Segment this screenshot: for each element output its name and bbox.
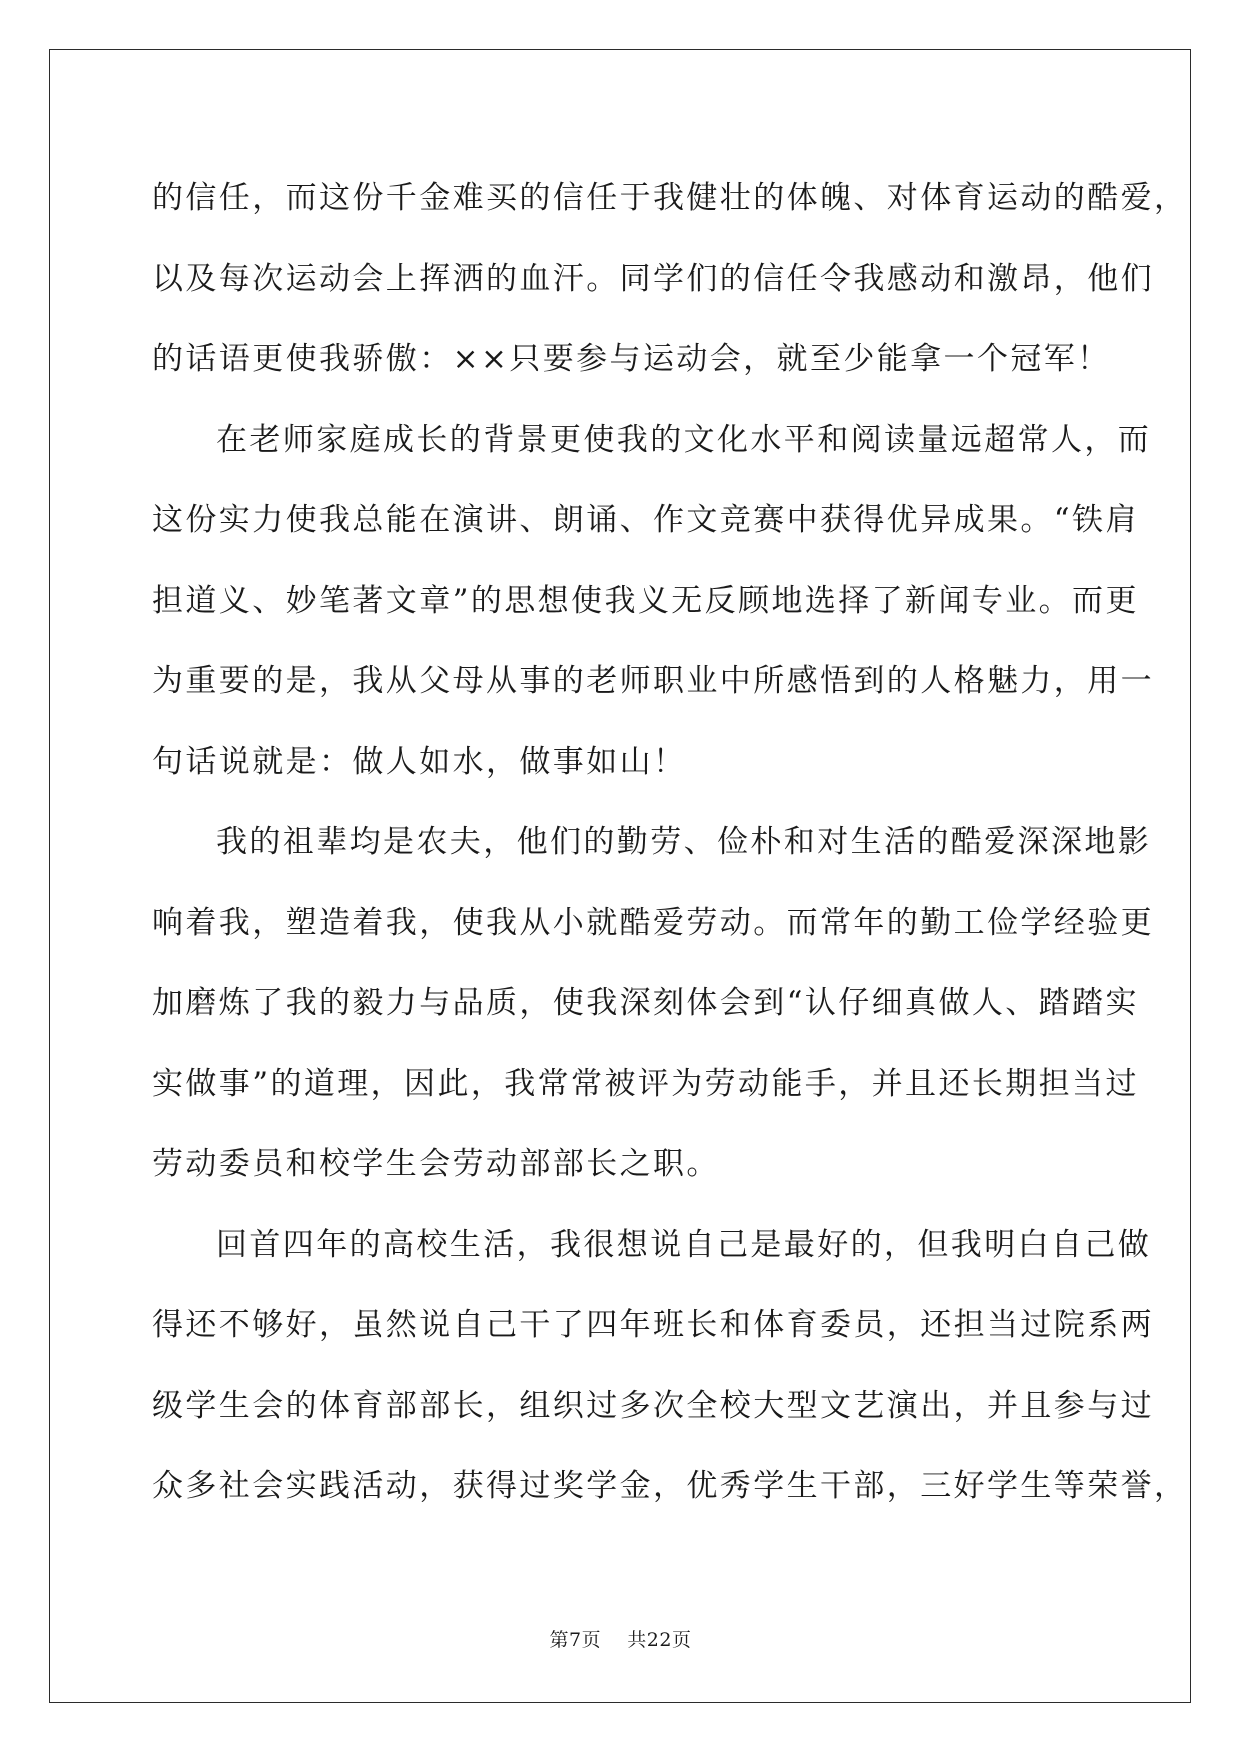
document-body xyxy=(152,158,1188,1527)
text-line: 级学生会的体育部部长，组织过多次全校大型文艺演出，并且参与过 xyxy=(152,1387,1154,1424)
text-line: 众多社会实践活动，获得过奖学金，优秀学生干部，三好学生等荣誉， xyxy=(152,1468,1188,1504)
text-line: 加磨炼了我的毅力与品质，使我深刻体会到“认仔细真做人、踏踏实 xyxy=(152,985,1139,1021)
text-line: 这份实力使我总能在演讲、朗诵、作文竞赛中获得优异成果。“铁肩 xyxy=(152,502,1139,538)
text-line: 句话说就是：做人如水，做事如山！ xyxy=(152,743,687,780)
text-line: 实做事”的道理，因此，我常常被评为劳动能手，并且还长期担当过 xyxy=(152,1065,1139,1102)
page-total: 共22页 xyxy=(627,1629,692,1651)
text-line: 担道义、妙笔著文章”的思想使我义无反顾地选择了新闻专业。而更 xyxy=(152,582,1139,619)
text-line: 以及每次运动会上挥洒的血汗。同学们的信任令我感动和激昂，他们 xyxy=(152,260,1154,297)
page-footer xyxy=(0,1626,1241,1654)
paragraph-first-line: 我的祖辈均是农夫，他们的勤劳、俭朴和对生活的酷爱深深地影 xyxy=(216,824,1152,860)
paragraph-first-line: 回首四年的高校生活，我很想说自己是最好的，但我明白自己做 xyxy=(216,1226,1152,1263)
page-number: 第7页 xyxy=(549,1629,602,1651)
paragraph-first-line: 在老师家庭成长的背景更使我的文化水平和阅读量远超常人，而 xyxy=(216,421,1152,458)
text-line: 的话语更使我骄傲：××只要参与运动会，就至少能拿一个冠军！ xyxy=(152,341,1111,377)
text-line: 为重要的是，我从父母从事的老师职业中所感悟到的人格魅力，用一 xyxy=(152,663,1154,699)
text-line: 的信任，而这份千金难买的信任于我健壮的体魄、对体育运动的酷爱， xyxy=(152,180,1188,216)
text-line: 劳动委员和校学生会劳动部部长之职。 xyxy=(152,1146,720,1182)
text-line: 响着我，塑造着我，使我从小就酷爱劳动。而常年的勤工俭学经验更 xyxy=(152,904,1154,941)
text-line: 得还不够好，虽然说自己干了四年班长和体育委员，还担当过院系两 xyxy=(152,1307,1154,1343)
